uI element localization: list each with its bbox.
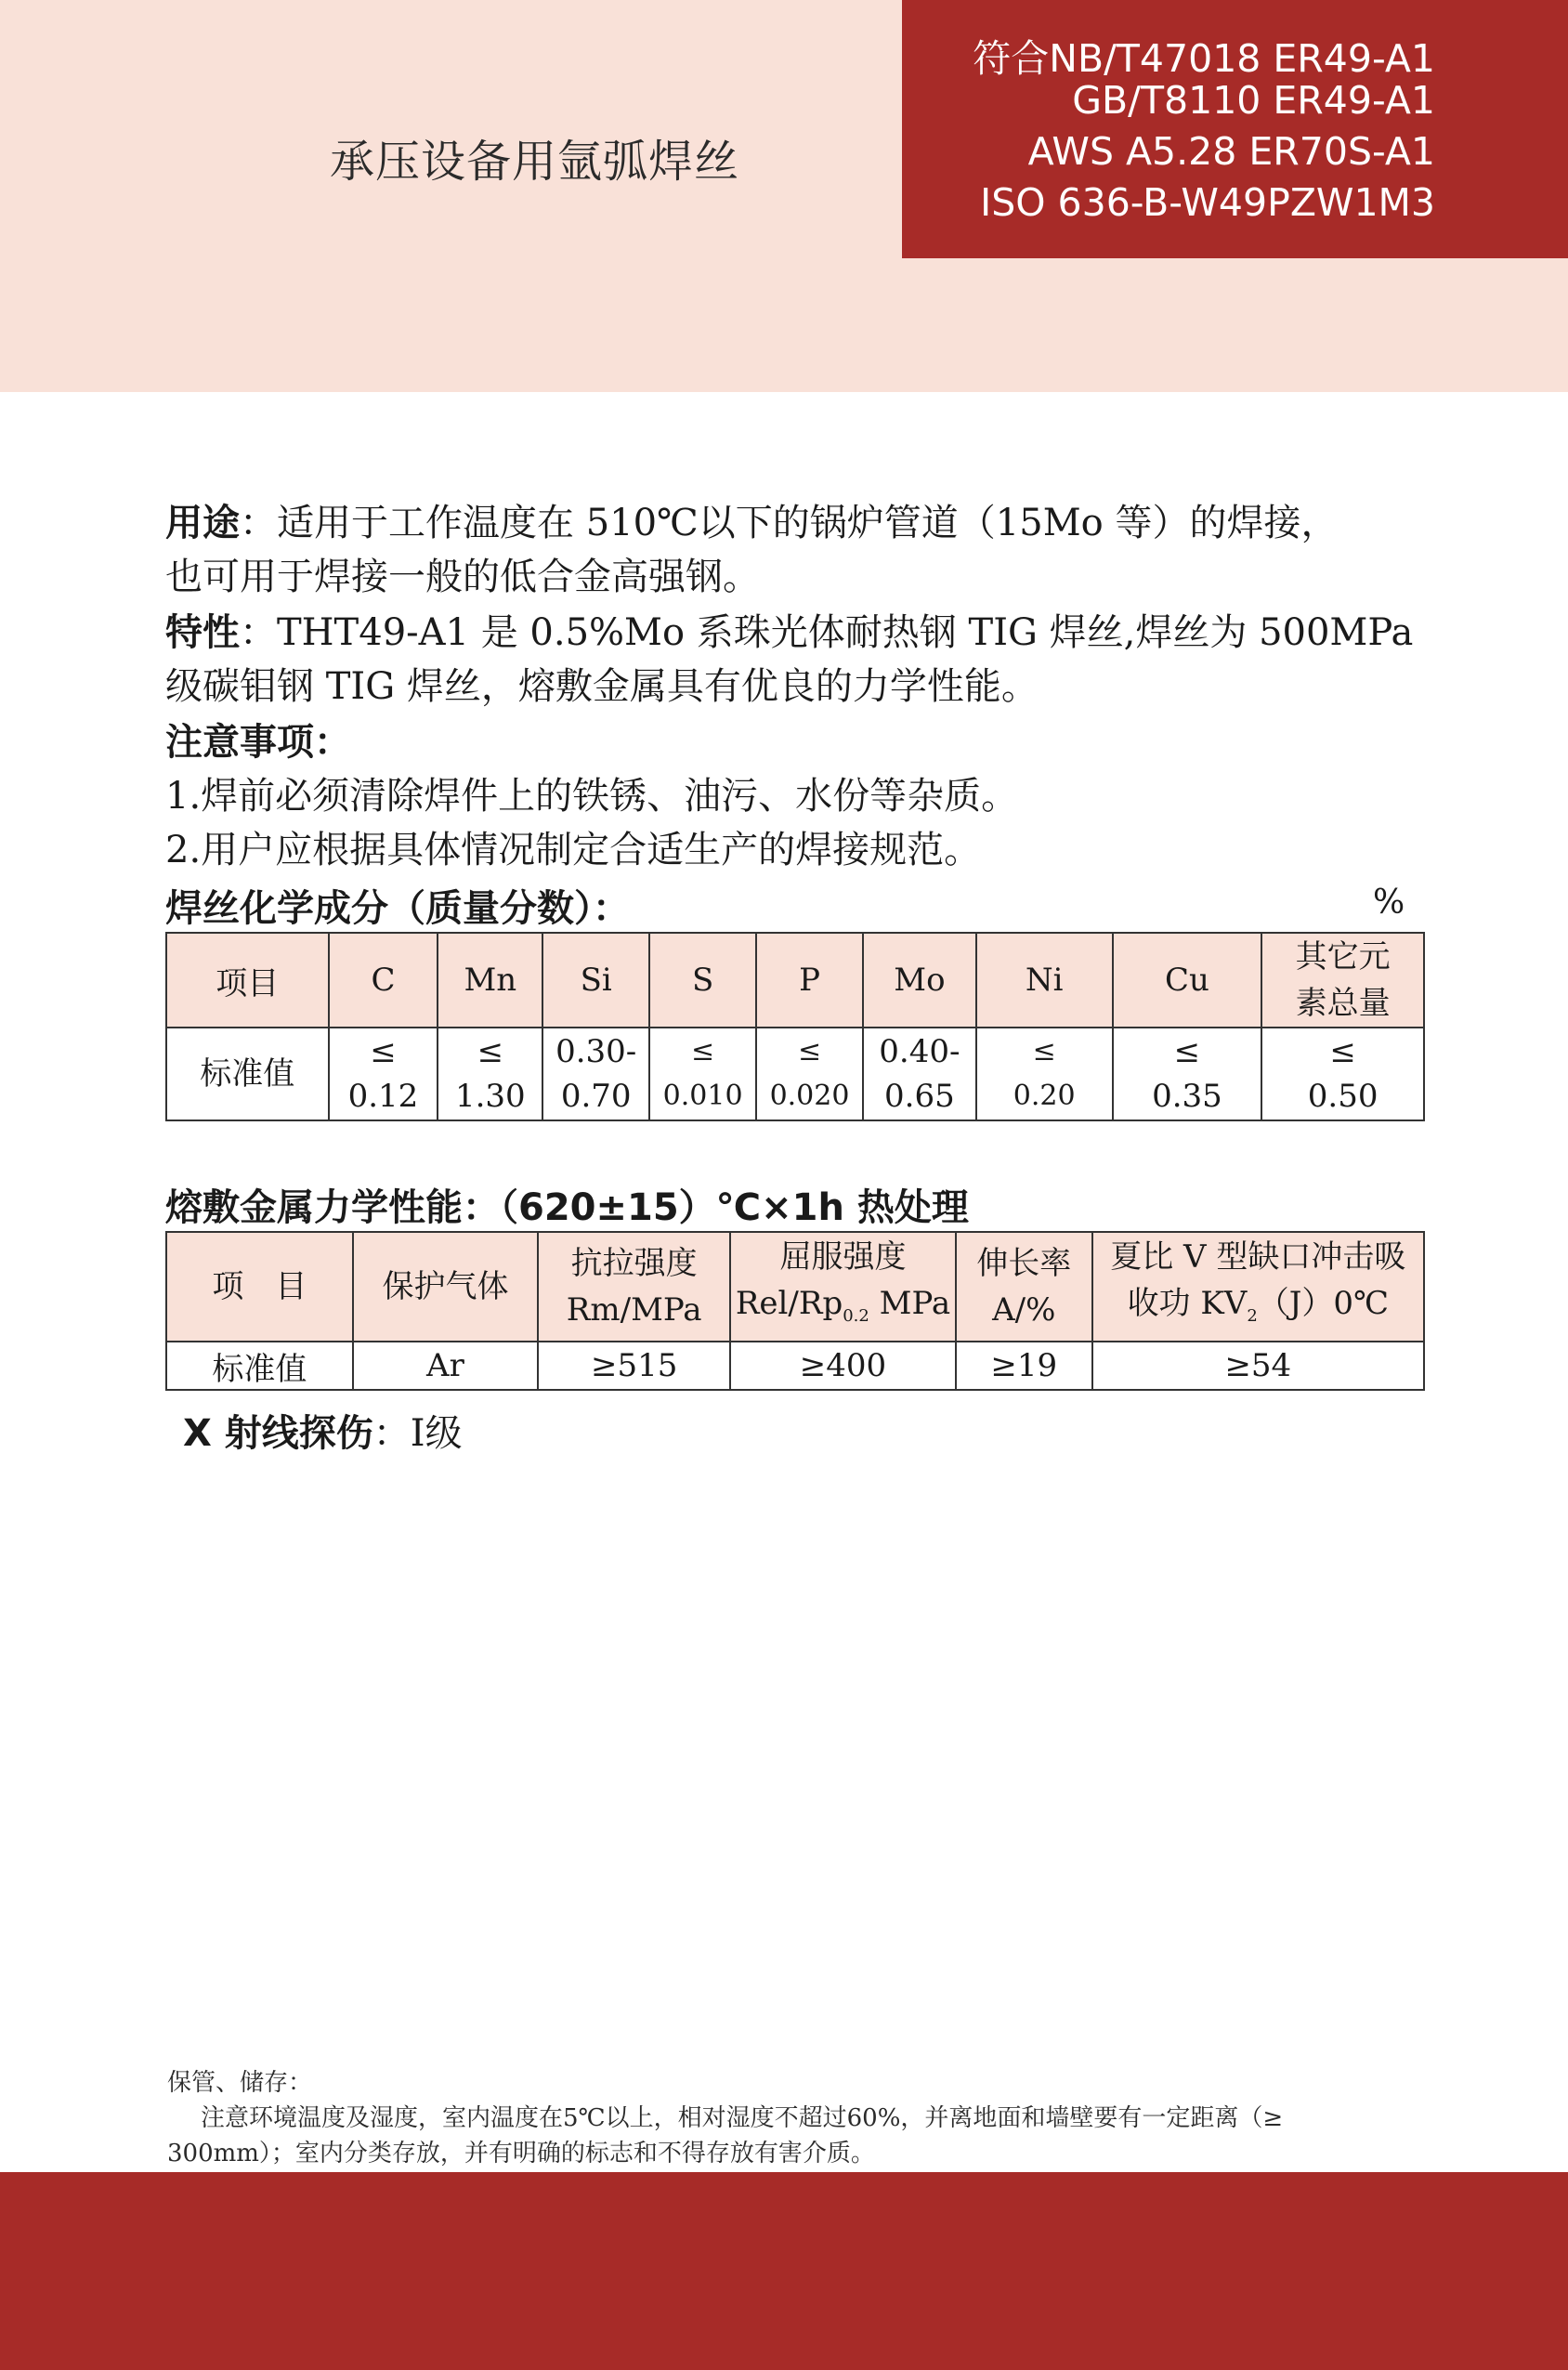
header-line: A/% [992,1291,1056,1329]
value-cell: ≥19 [956,1342,1092,1390]
value-cell [1261,1028,1424,1120]
properties-label: 特性 [165,611,240,654]
value-cell [1113,1028,1262,1120]
value-cell: Ar [353,1342,539,1390]
xray-value: ：Ⅰ级 [372,1412,463,1455]
chemistry-table [165,932,1425,1121]
standard-line: GB/T8110 ER49-A1 [1072,78,1435,123]
standards-box [902,0,1568,258]
header-line: 素总量 [1295,985,1391,1022]
header-line: 抗拉强度 [570,1245,698,1282]
value-bottom: 0.020 [769,1080,850,1112]
header-cell [730,1232,956,1342]
value-bottom: 1.30 [454,1078,526,1115]
value-top: ≤ [370,1033,397,1070]
header-cell [956,1232,1092,1342]
value-bottom: 0.70 [560,1078,632,1115]
header-line: 夏比 V 型缺口冲击吸 [1110,1238,1406,1277]
yield-unit-a: Rel/Rp [735,1285,843,1323]
chemistry-header-row [166,933,1424,1028]
usage-label: 用途 [165,502,240,544]
note-item: 2.用户应根据具体情况制定合适生产的焊接规范。 [165,829,982,871]
value-cell [976,1028,1113,1120]
value-top: ≤ [1329,1033,1356,1070]
row-label: 标准值 [166,1028,329,1120]
yield-unit-b: MPa [869,1285,951,1323]
value-bottom: 0.20 [1013,1080,1076,1112]
value-cell [542,1028,649,1120]
impact-unit-a: 收功 KV [1127,1285,1248,1323]
header-cell: Ni [976,933,1113,1028]
value-bottom: 0.010 [662,1080,743,1112]
header-cell: Mo [863,933,976,1028]
header-line: Rm/MPa [566,1291,702,1329]
value-top: ≤ [691,1035,715,1067]
header-cell: 保护气体 [353,1232,539,1342]
value-bottom: 0.12 [347,1078,419,1115]
value-top: ≤ [1173,1033,1201,1070]
standard-line: 符合NB/T47018 ER49-A1 [973,36,1435,81]
value-top: ≤ [1032,1035,1056,1067]
standard-line: ISO 636-B-W49PZW1M3 [980,180,1435,225]
impact-unit-b: （J）0℃ [1257,1285,1390,1323]
properties-paragraph [165,606,1429,714]
notes-section [165,715,1429,877]
value-cell [863,1028,976,1120]
footer-band [0,2172,1568,2370]
header-cell: Si [542,933,649,1028]
notes-heading: 注意事项： [165,721,351,764]
value-bottom: 0.50 [1307,1078,1379,1115]
impact-subscript: 2 [1247,1305,1258,1326]
usage-line-2: 也可用于焊接一般的低合金高强钢。 [165,556,760,598]
note-item: 1.焊前必须清除焊件上的铁锈、油污、水份等杂质。 [165,775,1019,818]
properties-line-2: 级碳钼钢 TIG 焊丝，熔敷金属具有优良的力学性能。 [165,665,1039,708]
chemistry-title: 焊丝化学成分（质量分数）： [165,887,630,930]
value-top: ≤ [477,1033,504,1070]
value-cell [756,1028,863,1120]
product-title: 承压设备用氩弧焊丝 [330,136,740,188]
value-top: 0.30- [555,1033,637,1070]
header-cell: 项 目 [166,1232,353,1342]
storage-line-2: 300mm）；室内分类存放，并有明确的标志和不得存放有害介质。 [167,2140,875,2167]
header-line [731,1280,955,1340]
storage-line-1: 注意环境温度及湿度，室内温度在5℃以上，相对湿度不超过60%，并离地面和墙壁要有一定距离（≥ [201,2104,1284,2132]
mechanical-table [165,1231,1425,1391]
header-cell: Mn [438,933,542,1028]
value-cell: ≥515 [538,1342,730,1390]
header-cell [1092,1232,1424,1342]
xray-label: X 射线探伤 [183,1412,373,1455]
header-cell: S [649,933,756,1028]
chemistry-value-row [166,1028,1424,1120]
value-cell [438,1028,542,1120]
header-line: 伸长率 [976,1245,1072,1282]
header-cell: 项目 [166,933,329,1028]
header-cell [538,1232,730,1342]
standard-line: AWS A5.28 ER70S-A1 [1027,129,1435,174]
mechanical-header-row [166,1232,1424,1342]
header-line: 其它元 [1295,938,1391,975]
value-cell: ≥54 [1092,1342,1424,1390]
value-bottom: 0.35 [1152,1078,1222,1115]
header-cell-other [1261,933,1424,1028]
value-cell: ≥400 [730,1342,956,1390]
usage-paragraph [165,496,1429,604]
xray-inspection [183,1404,463,1457]
value-top: ≤ [797,1035,822,1067]
value-top: 0.40- [879,1033,960,1070]
row-label: 标准值 [166,1342,353,1390]
header-line: 屈服强度 [779,1238,907,1277]
properties-line-1: ：THT49-A1 是 0.5%Mo 系珠光体耐热钢 TIG 焊丝,焊丝为 500MPa [240,611,1414,654]
storage-title: 保管、储存： [167,2069,313,2097]
mechanical-value-row [166,1342,1424,1390]
value-cell [649,1028,756,1120]
header-line [1093,1280,1423,1340]
mechanical-title: 熔敷金属力学性能：（620±15）℃×1h 热处理 [165,1186,969,1229]
header-cell: C [329,933,438,1028]
value-bottom: 0.65 [884,1078,955,1115]
header-cell: Cu [1113,933,1262,1028]
header-cell: P [756,933,863,1028]
chemistry-unit: % [1373,884,1405,922]
usage-line-1: ：适用于工作温度在 510℃以下的锅炉管道（15Mo 等）的焊接， [240,502,1339,544]
storage-notice [167,2065,1283,2171]
value-cell [329,1028,438,1120]
yield-subscript: 0.2 [843,1305,869,1326]
